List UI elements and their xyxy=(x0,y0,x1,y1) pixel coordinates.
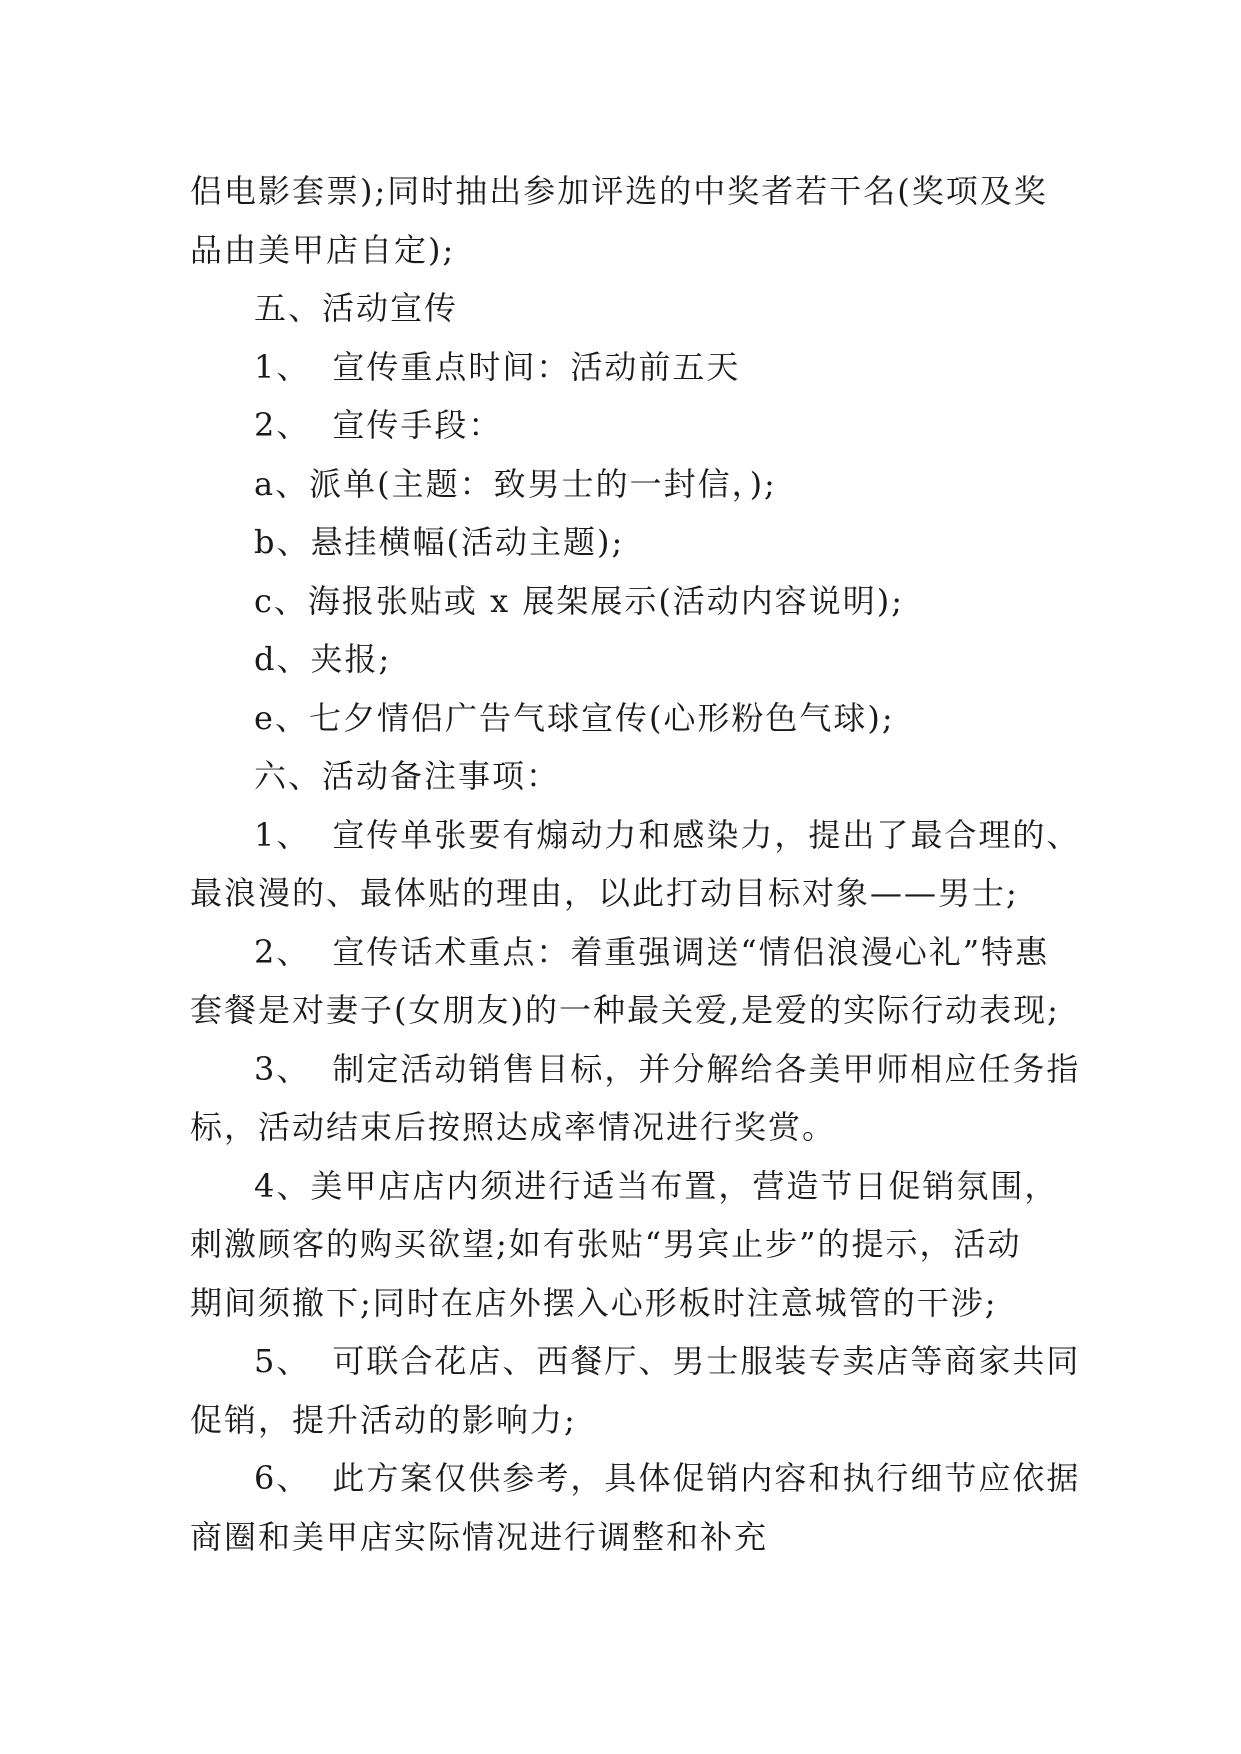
list-number: 1、 xyxy=(254,815,311,854)
body-text-line: 套餐是对妻子(女朋友)的一种最关爱,是爱的实际行动表现; xyxy=(190,991,1060,1029)
body-text-line: 刺激顾客的购买欲望;如有张贴“男宾止步”的提示，活动 xyxy=(190,1225,1022,1263)
list-item xyxy=(190,1040,1081,1099)
list-text: 宣传重点时间：活动前五天 xyxy=(332,347,741,386)
list-item: c、海报张贴或 x 展架展示(活动内容说明); xyxy=(254,581,905,620)
list-item xyxy=(190,1332,1081,1391)
list-text: 宣传手段： xyxy=(332,406,503,444)
section-heading: 五、活动宣传 xyxy=(254,289,459,327)
list-number: 3、 xyxy=(254,1049,311,1088)
list-number: 5、 xyxy=(254,1342,311,1380)
list-item: e、七夕情侣广告气球宣传(心形粉色气球); xyxy=(254,698,895,737)
list-item: 4、美甲店店内须进行适当布置，营造节日促销氛围， xyxy=(254,1166,1059,1205)
list-item xyxy=(190,338,1060,397)
document-page xyxy=(190,162,1081,1566)
list-item xyxy=(190,923,1060,982)
list-text: 宣传单张要有煽动力和感染力，提出了最合理的、 xyxy=(332,815,1081,854)
list-item xyxy=(190,1449,1081,1508)
list-text: 此方案仅供参考，具体促销内容和执行细节应依据 xyxy=(332,1459,1081,1497)
list-item: d、夹报; xyxy=(254,640,392,678)
body-text-line: 最浪漫的、最体贴的理由，以此打动目标对象——男士; xyxy=(190,874,1019,912)
list-number: 6、 xyxy=(254,1459,311,1497)
body-text-line: 品由美甲店自定); xyxy=(190,230,456,269)
list-item xyxy=(190,806,1081,865)
list-item: a、派单(主题：致男士的一封信，); xyxy=(254,464,777,503)
list-number: 2、 xyxy=(254,932,311,971)
list-number: 1、 xyxy=(254,347,311,386)
body-text-line: 标，活动结束后按照达成率情况进行奖赏。 xyxy=(190,1108,837,1146)
list-text: 可联合花店、西餐厅、男士服装专卖店等商家共同 xyxy=(332,1342,1081,1380)
body-text-line: 期间须撤下;同时在店外摆入心形板时注意城管的干涉; xyxy=(190,1283,998,1322)
body-text-line: 商圈和美甲店实际情况进行调整和补充 xyxy=(190,1517,769,1556)
body-text-line: 侣电影套票);同时抽出参加评选的中奖者若干名(奖项及奖 xyxy=(190,172,1048,210)
body-text-line: 促销，提升活动的影响力; xyxy=(190,1400,577,1439)
list-text: 制定活动销售目标，并分解给各美甲师相应任务指 xyxy=(332,1049,1081,1088)
list-item xyxy=(190,396,1060,455)
list-item: b、悬挂横幅(活动主题); xyxy=(254,523,625,561)
list-number: 2、 xyxy=(254,406,311,444)
list-text: 宣传话术重点：着重强调送“情侣浪漫心礼”特惠 xyxy=(332,932,1050,971)
section-heading: 六、活动备注事项： xyxy=(254,757,561,795)
